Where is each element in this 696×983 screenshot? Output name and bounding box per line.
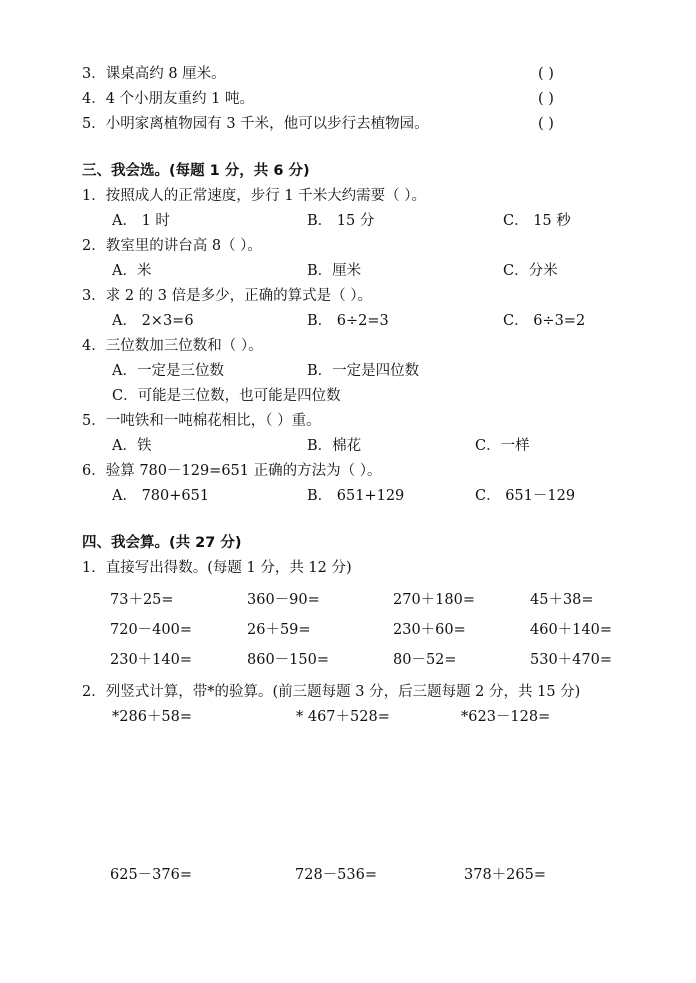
direct-calc-item: 230＋60= [393,622,466,638]
section-choose-title: 三、我会选。(每题 1 分，共 6 分) [82,163,310,179]
vertical-calc-item: 378＋265= [464,867,547,883]
vertical-calc-item: *286＋58= [112,709,193,725]
direct-calc-item: 860－150= [247,652,330,668]
choose-q5-option-c: C．一样 [475,438,530,454]
direct-calc-item: 720－400= [110,622,193,638]
direct-calc-item: 26＋59= [247,622,311,638]
choose-q2-option-b: B．厘米 [307,263,362,279]
judge-answer-paren-3: ( ) [538,66,554,82]
choose-q5-stem: 5．一吨铁和一吨棉花相比，（ ）重。 [82,413,321,429]
direct-calc-item: 270＋180= [393,592,476,608]
vertical-calc-title: 2．列竖式计算，带*的验算。(前三题每题 3 分，后三题每题 2 分，共 15 分) [82,684,581,700]
vertical-calc-item: * 467＋528= [296,709,390,725]
section-calc-title: 四、我会算。(共 27 分) [82,535,242,551]
choose-q4-option-b: B．一定是四位数 [307,363,420,379]
direct-calc-item: 460＋140= [530,622,613,638]
direct-calc-item: 80－52= [393,652,457,668]
choose-q3-option-c: C． 6÷3=2 [503,313,586,329]
direct-calc-item: 45＋38= [530,592,594,608]
choose-q5-option-a: A．铁 [112,438,152,454]
choose-q2-option-c: C．分米 [503,263,558,279]
choose-q1-option-b: B． 15 分 [307,213,375,229]
judge-item-5: 5．小明家离植物园有 3 千米，他可以步行去植物园。 [82,116,429,132]
choose-q1-option-a: A． 1 时 [112,213,170,229]
judge-item-4: 4．4 个小朋友重约 1 吨。 [82,91,255,107]
choose-q3-option-b: B． 6÷2=3 [307,313,389,329]
choose-q6-option-b: B． 651+129 [307,488,405,504]
choose-q3-option-a: A． 2×3=6 [112,313,194,329]
choose-q4-option-c: C．可能是三位数，也可能是四位数 [112,388,341,404]
choose-q1-option-c: C． 15 秒 [503,213,571,229]
choose-q1-stem: 1．按照成人的正常速度，步行 1 千米大约需要（ ）。 [82,188,427,204]
direct-calc-item: 360－90= [247,592,320,608]
choose-q6-stem: 6．验算 780－129=651 正确的方法为（ ）。 [82,463,382,479]
vertical-calc-item: *623－128= [461,709,551,725]
direct-calc-item: 73＋25= [110,592,174,608]
choose-q6-option-a: A． 780+651 [112,488,210,504]
choose-q6-option-c: C． 651－129 [475,488,576,504]
direct-calc-title: 1．直接写出得数。(每题 1 分，共 12 分) [82,560,352,576]
choose-q3-stem: 3．求 2 的 3 倍是多少，正确的算式是（ ）。 [82,288,372,304]
choose-q5-option-b: B．棉花 [307,438,362,454]
choose-q4-stem: 4．三位数加三位数和（ ）。 [82,338,263,354]
judge-answer-paren-5: ( ) [538,116,554,132]
direct-calc-item: 530＋470= [530,652,613,668]
vertical-calc-item: 625－376= [110,867,193,883]
vertical-calc-item: 728－536= [295,867,378,883]
direct-calc-item: 230＋140= [110,652,193,668]
choose-q2-option-a: A．米 [112,263,152,279]
choose-q4-option-a: A．一定是三位数 [112,363,224,379]
judge-answer-paren-4: ( ) [538,91,554,107]
judge-item-3: 3．课桌高约 8 厘米。 [82,66,226,82]
choose-q2-stem: 2．教室里的讲台高 8（ ）。 [82,238,262,254]
